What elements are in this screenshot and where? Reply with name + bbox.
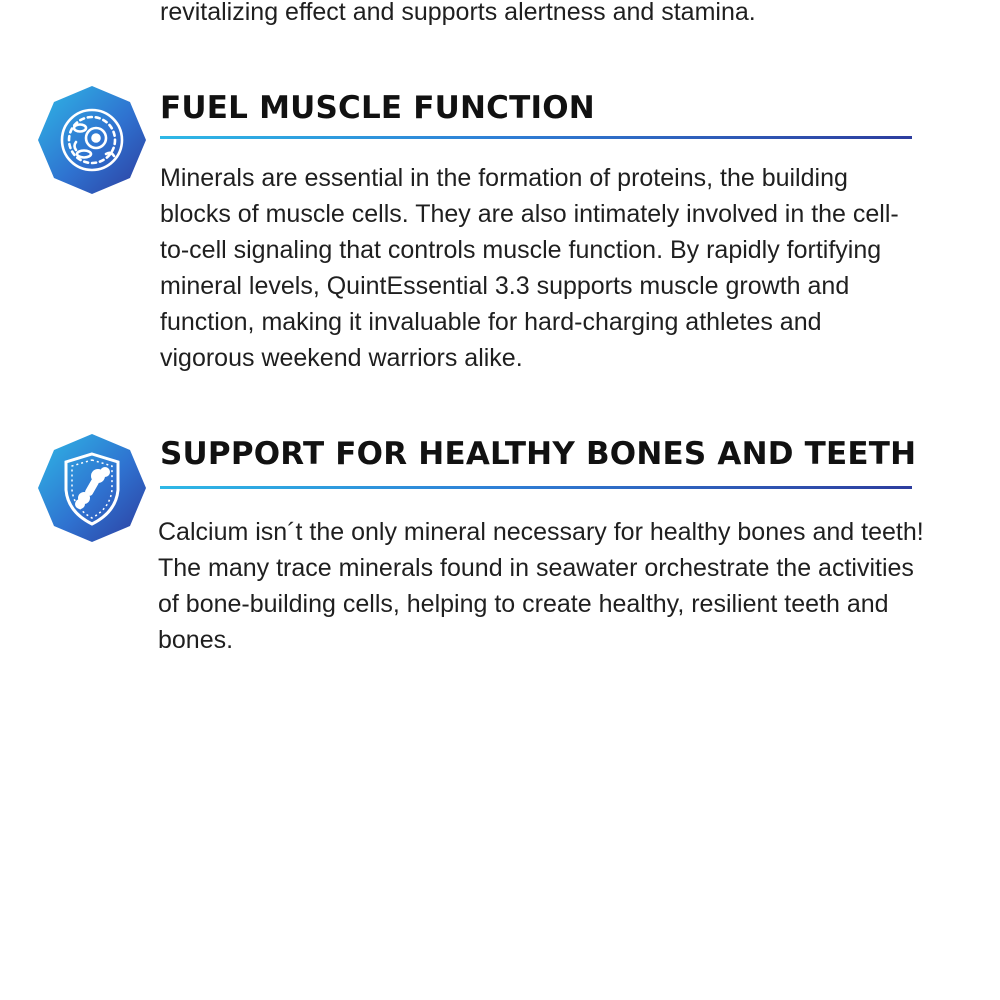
muscle-cell-icon bbox=[36, 84, 148, 196]
intro-text: revitalizing effect and supports alertness and stamina. bbox=[160, 0, 756, 26]
section-title: SUPPORT FOR HEALTHY BONES AND TEETH bbox=[160, 436, 917, 472]
section-title: FUEL MUSCLE FUNCTION bbox=[160, 90, 595, 126]
bone-shield-icon bbox=[36, 432, 148, 544]
section-body: Minerals are essential in the formation of proteins, the building blocks of muscle cells. They are also intimately involved in the cell-to-cell signaling that controls muscle function. By rapidly fortifying mineral levels, QuintEssential 3.3 supports muscle growth and function, making it invaluable for hard-charging athletes and vigorous weekend warriors alike. bbox=[160, 164, 899, 372]
section-body: Calcium isn´t the only mineral necessary for healthy bones and teeth! The many trace minerals found in seawater orchestrate the activities of bone-building cells, helping to create healthy, resilient teeth and bones. bbox=[158, 518, 924, 654]
section-divider bbox=[160, 486, 912, 489]
section-divider bbox=[160, 136, 912, 139]
